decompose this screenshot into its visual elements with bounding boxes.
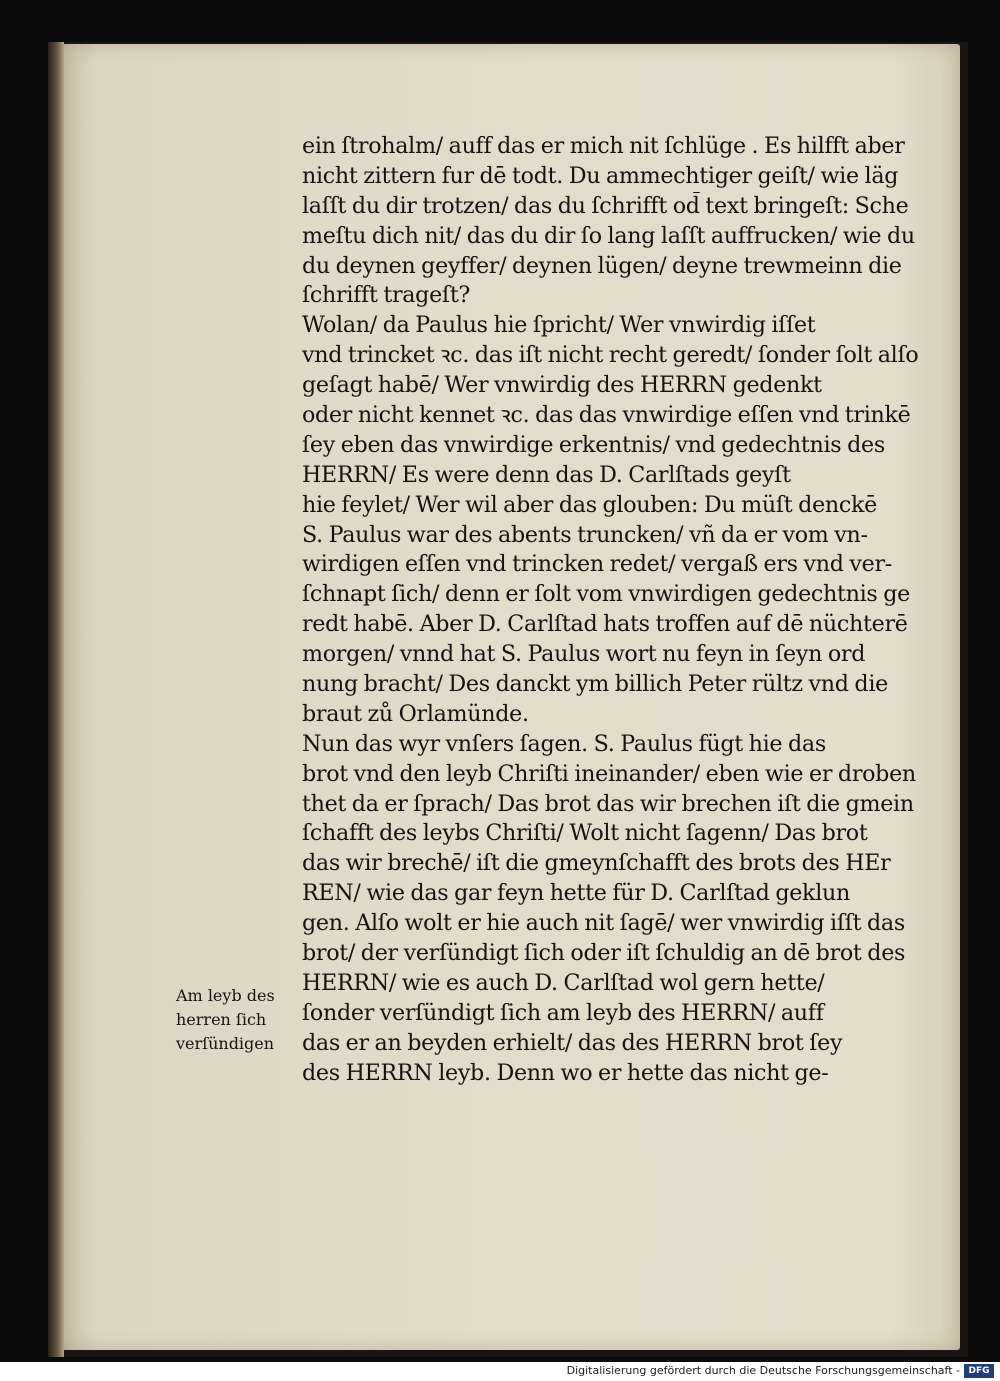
text-line: thet da er ſprach/ Das brot das wir brechen iſt die gmein	[302, 790, 914, 817]
text-line: ſchafft des leybs Chriſti/ Wolt nicht ſagenn/ Das brot	[302, 820, 868, 847]
text-line: ſchnapt ſich/ denn er ſolt vom vnwirdigen gedechtnis ge	[302, 581, 910, 608]
page-binding-edge	[48, 42, 64, 1357]
text-line: gen. Alſo wolt er hie auch nit ſagē/ wer vnwirdig iſſt das	[302, 910, 905, 937]
footer-bar	[0, 1362, 1000, 1381]
text-line: du deynen geyffer/ deynen lügen/ deyne trewmeinn die	[302, 252, 902, 279]
text-line: geſagt habē/ Wer vnwirdig des HERRN gedenkt	[302, 372, 822, 399]
margin-note-line: Am leyb des	[176, 986, 275, 1005]
text-line: hie feylet/ Wer wil aber das glouben: Du müſt denckē	[302, 491, 877, 518]
text-line: brot/ der verſündigt ſich oder iſt ſchuldig an dē brot des	[302, 940, 906, 967]
text-line: ſonder verſündigt ſich am leyb des HERRN/ auff	[302, 999, 824, 1026]
main-text-block	[302, 132, 944, 1089]
text-line: S. Paulus war des abents truncken/ vñ da er vom vn-	[302, 521, 868, 548]
text-line: das wir brechē/ iſt die gmeynſchafft des brots des HEr	[302, 850, 891, 877]
text-line: ſey eben das vnwirdige erkentnis/ vnd gedechtnis des	[302, 431, 885, 458]
text-line: wirdigen eſſen vnd trincken redet/ vergaß ers vnd ver-	[302, 551, 892, 578]
text-line: ein ſtrohalm/ auff das er mich nit ſchlüge . Es hilfft aber	[302, 133, 905, 159]
text-line: ſchrifft trageſt?	[302, 282, 471, 309]
text-line: HERRN/ wie es auch D. Carlſtad wol gern hette/	[302, 969, 825, 996]
text-line: meſtu dich nit/ das du dir ſo lang laſſt auffrucken/ wie du	[302, 222, 915, 249]
dfg-logo: DFG	[964, 1364, 994, 1378]
text-line: Nun das wyr vnſers ſagen. S. Paulus fügt hie das	[302, 730, 826, 757]
text-line: das er an beyden erhielt/ das des HERRN brot ſey	[302, 1029, 843, 1056]
text-line: REN/ wie das gar feyn hette für D. Carlſtad geklun	[302, 880, 850, 907]
margin-note-line: verſündigen	[176, 1034, 275, 1053]
text-line: nicht zittern fur dē todt. Du ammechtiger geiſt/ wie läg	[302, 162, 899, 189]
text-line: brot vnd den leyb Chriſti ineinander/ eben wie er droben	[302, 760, 916, 787]
text-line: redt habē. Aber D. Carlſtad hats troffen auf dē nüchterē	[302, 611, 908, 638]
text-line: Wolan/ da Paulus hie ſpricht/ Wer vnwirdig iſſet	[302, 312, 816, 339]
text-line: morgen/ vnnd hat S. Paulus wort nu feyn in ſeyn ord	[302, 641, 866, 668]
margin-note-line: herren ſich	[176, 1010, 267, 1029]
text-line: braut zů Orlamünde.	[302, 700, 529, 727]
text-line: nung bracht/ Des danckt ym billich Peter rültz vnd die	[302, 671, 888, 698]
text-line: vnd trincket ꝛc. das iſt nicht recht geredt/ ſonder ſolt alſo	[302, 342, 919, 369]
margin-note	[176, 984, 301, 1056]
text-line: HERRN/ Es were denn das D. Carlſtads geyſt	[302, 461, 791, 488]
text-line: laſſt du dir trotzen/ das du ſchrifft od̄ text bringeſt: Sche	[302, 192, 909, 219]
text-line: des HERRN leyb. Denn wo er hette das nicht ge-	[302, 1059, 829, 1086]
text-line: oder nicht kennet ꝛc. das das vnwirdige eſſen vnd trinkē	[302, 402, 911, 429]
funding-credit: Digitalisierung gefördert durch die Deutsche Forschungsgemeinschaft -	[566, 1364, 960, 1377]
